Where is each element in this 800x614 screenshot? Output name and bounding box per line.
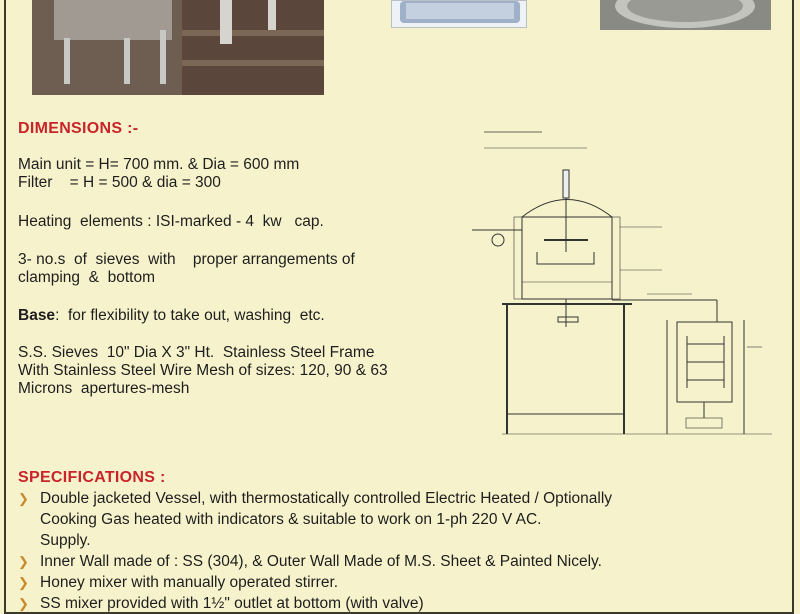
product-photo-sieve (391, 0, 527, 28)
spec-item (18, 593, 788, 614)
dimensions-title: DIMENSIONS :- (18, 120, 139, 137)
spec-item (18, 572, 788, 593)
specifications-list (18, 488, 788, 614)
product-photo-stand (32, 0, 324, 95)
spec-item-line: Double jacketed Vessel, with thermostatically controlled Electric Heated / Optionally (40, 490, 613, 507)
spec-item-line: Supply. (40, 532, 91, 549)
honey-processing-diagram (462, 122, 782, 440)
sieves-text-1: 3- no.s of sieves with proper arrangements of (18, 251, 355, 268)
ss-text-1: S.S. Sieves 10" Dia X 3" Ht. Stainless Steel Frame (18, 344, 375, 361)
spec-item-line: Inner Wall made of : SS (304), & Outer Wall Made of M.S. Sheet & Painted Nicely. (40, 553, 602, 570)
specifications-title: SPECIFICATIONS : (18, 469, 166, 486)
product-photo-vessel (600, 0, 771, 30)
sieves-text-2: clamping & bottom (18, 269, 155, 286)
base-label: Base (18, 307, 56, 324)
spec-item (18, 551, 788, 572)
filter-text: Filter = H = 500 & dia = 300 (18, 174, 221, 191)
base-text (18, 307, 325, 325)
spec-item-line: Honey mixer with manually operated stirrer. (40, 574, 339, 591)
bullet-arrow-icon: ❯ (18, 596, 29, 611)
bullet-arrow-icon: ❯ (18, 554, 29, 569)
base-description: : for flexibility to take out, washing etc. (55, 307, 325, 324)
spec-item-line: Cooking Gas heated with indicators & suitable to work on 1-ph 220 V AC. (40, 511, 542, 528)
spec-item-line: SS mixer provided with 1½" outlet at bottom (with valve) (40, 595, 424, 612)
main-unit-text: Main unit = H= 700 mm. & Dia = 600 mm (18, 156, 300, 173)
bullet-arrow-icon: ❯ (18, 491, 29, 506)
ss-text-3: Microns apertures-mesh (18, 380, 190, 397)
bullet-arrow-icon: ❯ (18, 575, 29, 590)
spec-item (18, 488, 788, 551)
ss-text-2: With Stainless Steel Wire Mesh of sizes: 120, 90 & 63 (18, 362, 388, 379)
heating-text: Heating elements : ISI-marked - 4 kw cap. (18, 213, 324, 230)
